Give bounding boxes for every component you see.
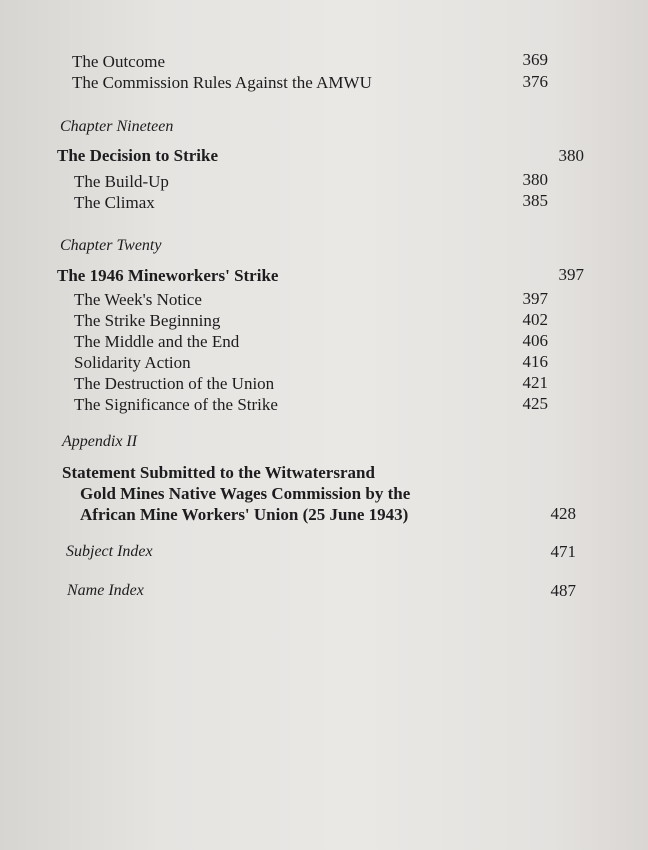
toc-entry-page: 380 [522,170,548,189]
toc-entry-page: 385 [522,191,548,210]
chapter-heading: The 1946 Mineworkers' Strike [57,266,279,285]
name-index-label: Name Index [67,582,144,599]
toc-entry-page: 425 [522,394,548,413]
toc-entry-page: 402 [522,310,548,329]
appendix-page: 428 [550,504,576,523]
toc-entry-title: The Week's Notice [74,290,202,309]
name-index-page: 487 [550,581,576,600]
appendix-heading-line: Gold Mines Native Wages Commission by the [80,484,411,503]
toc-entry-page: 406 [522,331,548,350]
toc-entry-page: 421 [522,373,548,392]
toc-entry-title: The Strike Beginning [74,311,221,330]
toc-entry-title: The Build-Up [74,172,169,191]
toc-entry-page: 397 [522,289,548,308]
toc-entry-title: The Significance of the Strike [74,395,278,414]
chapter-heading: The Decision to Strike [57,146,219,165]
chapter-heading-page: 380 [558,146,584,165]
chapter-heading-page: 397 [558,265,584,284]
toc-entry-title: The Climax [74,193,155,212]
toc-entry-title: Solidarity Action [74,353,191,372]
appendix-heading-line: African Mine Workers' Union (25 June 1943) [80,505,409,524]
subject-index-page: 471 [550,542,576,561]
chapter-label: Chapter Twenty [60,237,162,254]
toc-entry-page: 376 [522,72,548,91]
appendix-heading-line: Statement Submitted to the Witwatersrand [62,463,375,482]
toc-entry-title: The Destruction of the Union [74,374,275,393]
toc-entry-title: The Commission Rules Against the AMWU [72,73,372,92]
chapter-label: Chapter Nineteen [60,118,174,135]
appendix-label: Appendix II [62,433,138,450]
toc-entry-title: The Middle and the End [74,332,240,351]
toc-entry-page: 369 [522,50,548,69]
subject-index-label: Subject Index [66,543,153,560]
toc-entry-title: The Outcome [72,52,165,71]
toc-entry-page: 416 [522,352,548,371]
